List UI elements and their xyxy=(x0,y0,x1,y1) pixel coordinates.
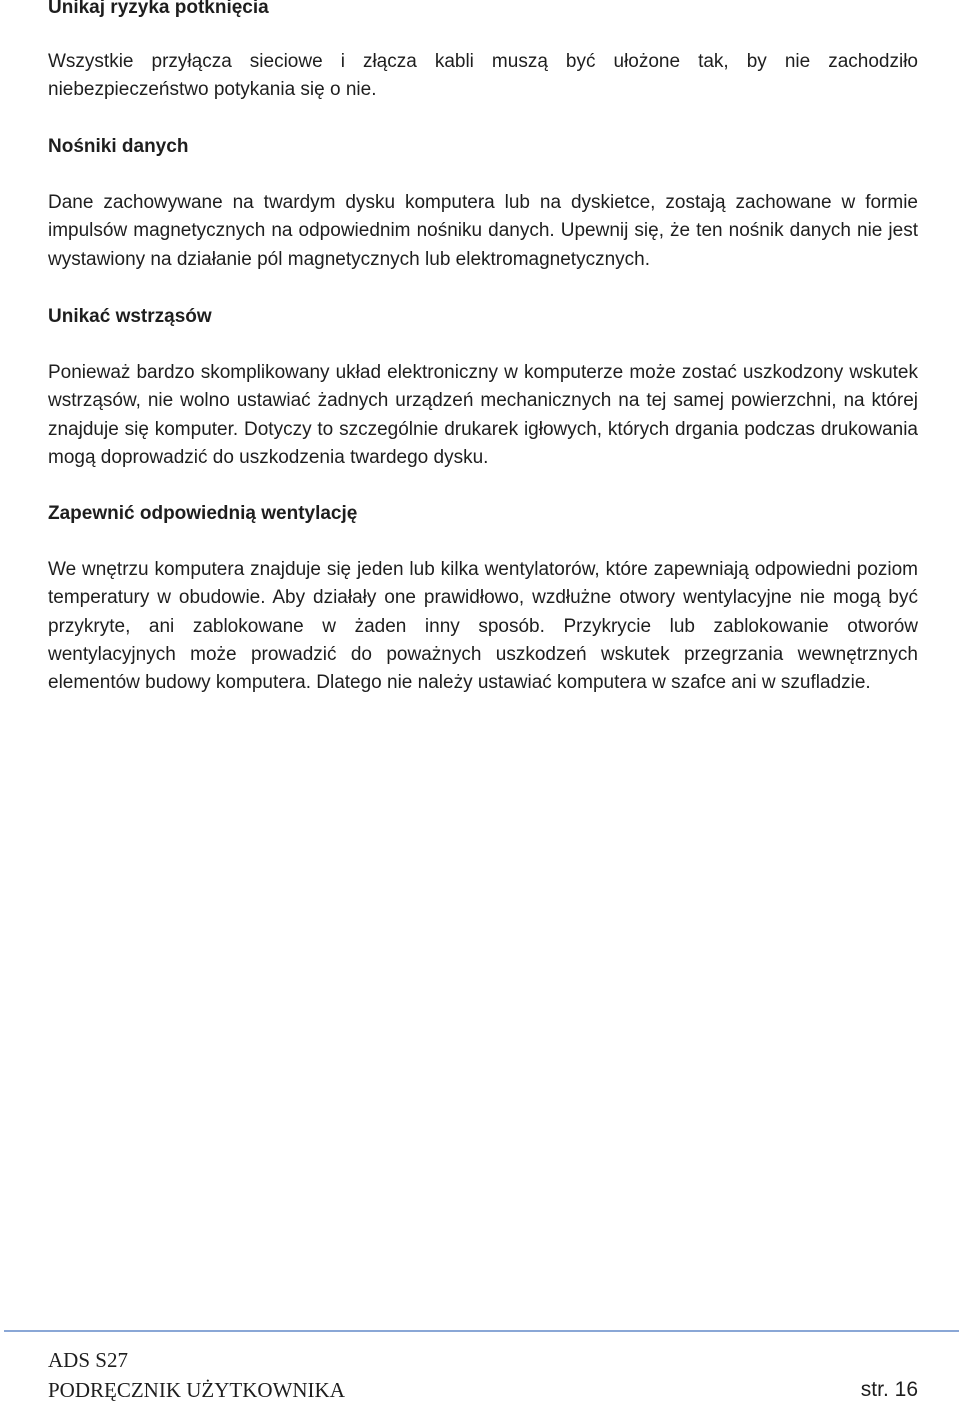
footer-model-name: ADS S27 xyxy=(48,1348,128,1372)
section-text-data-media: Dane zachowywane na twardym dysku komputera lub na dyskietce, zostają zachowane w formie impulsów magnetycznych na odpowiednim nośniku danych. Upewnij się, że ten nośnik danych nie jest wystawiony na działanie pól magnetycznych lub elektromagnetycznych. xyxy=(48,192,918,270)
section-heading-ventilation: Zapewnić odpowiednią wentylację xyxy=(48,503,358,524)
section-text-ventilation: We wnętrzu komputera znajduje się jeden lub kilka wentylatorów, które zapewniają odpowiedni poziom temperatury w obudowie. Aby działały one prawidłowo, wzdłużne otwory wentylacyjne nie mogą być przykryte, ani zablokowane w żaden inny sposób. Przykrycie lub zablokowanie otworów wentylacyjnych może prowadzić do poważnych uszkodzeń wskutek przegrzania wewnętrznych elementów budowy komputera. Dlatego nie należy ustawiać komputera w szafce ani w szufladzie. xyxy=(48,559,918,694)
section-text-tripping: Wszystkie przyłącza sieciowe i złącza kabli muszą być ułożone tak, by nie zachodziło niebezpieczeństwo potykania się o nie. xyxy=(48,51,918,101)
section-heading-shocks: Unikać wstrząsów xyxy=(48,306,212,327)
footer-divider xyxy=(4,1330,959,1332)
section-heading-tripping: Unikaj ryzyka potknięcia xyxy=(48,0,269,18)
footer-page-number: str. 16 xyxy=(860,1378,918,1401)
section-heading-data-media: Nośniki danych xyxy=(48,136,189,157)
section-text-shocks: Ponieważ bardzo skomplikowany układ elektroniczny w komputerze może zostać uszkodzony wskutek wstrząsów, nie wolno ustawiać żadnych urządzeń mechanicznych na tej samej powierzchni, na której znajduje się komputer. Dotyczy to szczególnie drukarek igłowych, których drgania podczas drukowania mogą doprowadzić do uszkodzenia twardego dysku. xyxy=(48,362,918,468)
footer-manual-title: PODRĘCZNIK UŻYTKOWNIKA xyxy=(48,1378,345,1402)
